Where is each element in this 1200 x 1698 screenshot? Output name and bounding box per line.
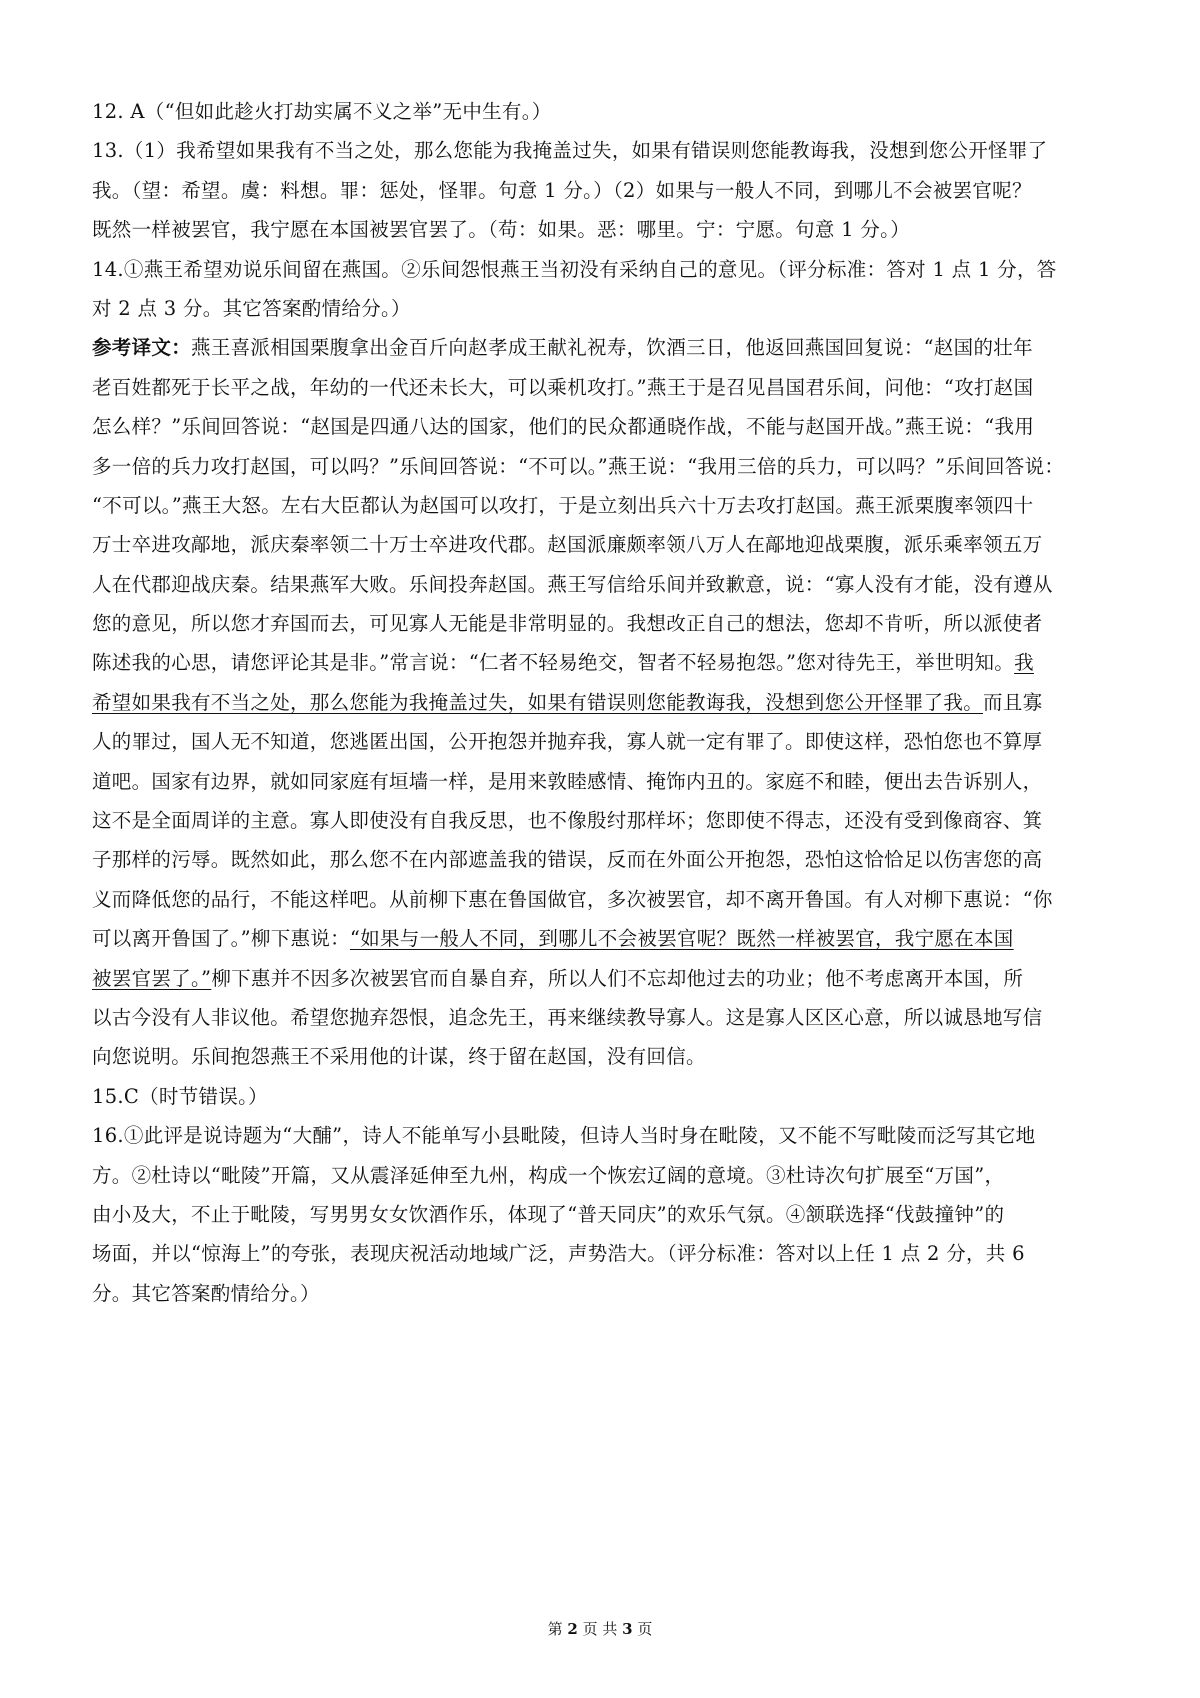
text-line: 道吧。国家有边界，就如同家庭有垣墙一样，是用来敦睦感情、掩饰内丑的。家庭不和睦，便出去告诉别人， [92,769,1043,793]
underlined-text: 希望如果我有不当之处，那么您能为我掩盖过失，如果有错误则您能教诲我，没想到您公开怪罪了我。 [92,690,984,714]
underlined-text: 我 [1014,651,1034,675]
text-line: 向您说明。乐间抱怨燕王不采用他的计谋，终于留在赵国，没有回信。 [92,1045,706,1069]
text-line: 怎么样？”乐间回答说：“赵国是四通八达的国家，他们的民众都通晓作战，不能与赵国开战。”燕王说：“我用 [92,415,1035,439]
text-line: 义而降低您的品行，不能这样吧。从前柳下惠在鲁国做官，多次被罢官，却不离开鲁国。有人对柳下惠说：“你 [92,887,1053,911]
text-line: 13.（1）我希望如果我有不当之处，那么您能为我掩盖过失，如果有错误则您能教诲我，没想到您公开怪罪了 [92,139,1048,163]
underlined-text: “如果与一般人不同，到哪儿不会被罢官呢？既然一样被罢官，我宁愿在本国 [349,927,1014,951]
text-line: 万士卒进攻鄗地，派庆秦率领二十万士卒进攻代郡。赵国派廉颇率领八万人在鄗地迎战栗腹，派乐乘率领五万 [92,533,1043,557]
text-line: 参考译文：燕王喜派相国栗腹拿出金百斤向赵孝成王献礼祝寿，饮酒三日，他返回燕国回复说：“赵国的壮年 [92,336,1033,360]
text-line: 12. A（“但如此趁火打劫实属不义之举”无中生有。） [92,100,552,123]
text-line: 既然一样被罢官，我宁愿在本国被罢官罢了。（苟：如果。恶：哪里。宁：宁愿。句意 1 分。） [92,218,911,242]
document-body [92,92,1122,1313]
text-line: 15.C（时节错误。） [92,1084,268,1108]
reference-translation-heading: 参考译文： [92,336,192,360]
text-line: 由小及大，不止于毗陵，写男男女女饮酒作乐，体现了“普天同庆”的欢乐气氛。④颔联选择“伐鼓撞钟”的 [92,1202,1005,1226]
text-line: 方。②杜诗以“毗陵”开篇，又从震泽延伸至九州，构成一个恢宏辽阔的意境。③杜诗次句扩展至“万国”， [92,1163,1005,1187]
text-line: 以古今没有人非议他。希望您抛弃怨恨，追念先王，再来继续教导寡人。这是寡人区区心意，所以诚恳地写信 [92,1005,1043,1029]
underlined-text: 被罢官罢了。” [92,966,212,990]
text-line: 陈述我的心思，请您评论其是非。”常言说：“仁者不轻易绝交，智者不轻易抱怨。”您对待先王，举世明知。我 [92,651,1034,675]
text-line: 16.①此评是说诗题为“大酺”，诗人不能单写小县毗陵，但诗人当时身在毗陵，又不能不写毗陵而泛写其它地 [92,1124,1036,1148]
text-line: 老百姓都死于长平之战，年幼的一代还未长大，可以乘机攻打。”燕王于是召见昌国君乐间，问他：“攻打赵国 [92,375,1034,399]
text-line: 对 2 点 3 分。其它答案酌情给分。） [92,296,411,320]
total-page-count: 3 [622,1620,633,1638]
page-footer: 第 2 页 共 3 页 [547,1620,653,1638]
current-page-number: 2 [567,1620,578,1638]
text-line: 可以离开鲁国了。”柳下惠说：“如果与一般人不同，到哪儿不会被罢官呢？既然一样被罢官，我宁愿在本国 [92,927,1014,951]
text-line: 这不是全面周详的主意。寡人即使没有自我反思，也不像殷纣那样坏；您即使不得志，还没有受到像商容、箕 [92,809,1043,833]
text-line: 您的意见，所以您才弃国而去，可见寡人无能是非常明显的。我想改正自己的想法，您却不肯听，所以派使者 [92,612,1043,636]
text-line: 子那样的污辱。既然如此，那么您不在内部遮盖我的错误，反而在外面公开抱怨，恐怕这恰恰足以伤害您的高 [92,848,1043,872]
text-line: 14.①燕王希望劝说乐间留在燕国。②乐间怨恨燕王当初没有采纳自己的意见。（评分标准：答对 1 点 1 分，答 [92,257,1057,281]
text-line: 人在代郡迎战庆秦。结果燕军大败。乐间投奔赵国。燕王写信给乐间并致歉意，说：“寡人没有才能，没有遵从 [92,572,1053,596]
text-line: 希望如果我有不当之处，那么您能为我掩盖过失，如果有错误则您能教诲我，没想到您公开怪罪了我。而且寡 [92,690,1043,714]
text-line: “不可以。”燕王大怒。左右大臣都认为赵国可以攻打，于是立刻出兵六十万去攻打赵国。燕王派栗腹率领四十 [92,493,1034,517]
text-line: 多一倍的兵力攻打赵国，可以吗？”乐间回答说：“不可以。”燕王说：“我用三倍的兵力，可以吗？”乐间回答说： [92,454,1065,478]
text-line: 我。（望：希望。虞：料想。罪：惩处，怪罪。句意 1 分。）（2）如果与一般人不同，到哪儿不会被罢官呢？ [92,178,1032,202]
text-line: 人的罪过，国人无不知道，您逃匿出国，公开抱怨并抛弃我，寡人就一定有罪了。即使这样，恐怕您也不算厚 [92,730,1043,754]
text-line: 分。其它答案酌情给分。） [92,1281,320,1305]
text-line: 被罢官罢了。”柳下惠并不因多次被罢官而自暴自弃，所以人们不忘却他过去的功业；他不考虑离开本国，所 [92,966,1024,990]
text-line: 场面，并以“惊海上”的夸张，表现庆祝活动地域广泛，声势浩大。（评分标准：答对以上任 1 点 2 分，共 6 [92,1242,1025,1266]
